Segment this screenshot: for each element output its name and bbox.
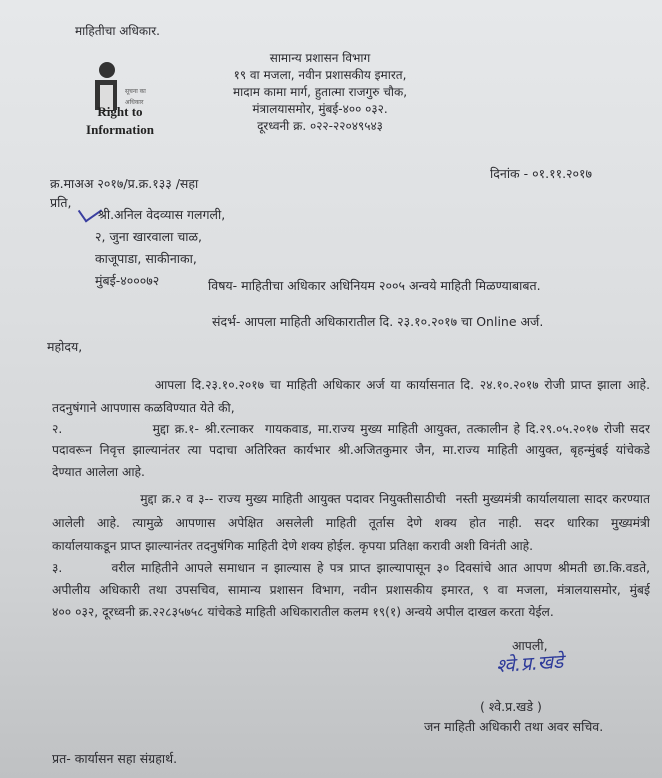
letter-date: दिनांक - ०१.११.२०१७ (490, 166, 593, 181)
body-line: ४०० ०३२, दूरध्वनी क्र.२२८३५७५८ यांचेकडे माहिती अधिकारातील कलम १९(१) अन्वये अपील दाखल करता येईल. (52, 605, 554, 619)
recipient-line: मुंबई-४०००७२ (95, 273, 160, 288)
reference-number: क्र.माअअ २०१७/प्र.क्र.१३३ /सहा (50, 176, 199, 191)
signatory-title: जन माहिती अधिकारी तथा अवर सचिव. (424, 719, 604, 734)
office-address (200, 50, 440, 135)
address-line: दूरध्वनी क्र. ०२२-२२०४९५४३ (257, 119, 383, 133)
body-line: २. मुद्दा क्र.१- श्री.रत्नाकर गायकवाड, मा.राज्य मुख्य माहिती आयुक्त, तत्कालीन हे दि.२९.०५.२०१७ रोजी सदर (52, 422, 650, 436)
recipient-line: श्री.अनिल वेदव्यास गलगली, (98, 207, 226, 222)
address-line: मादाम कामा मार्ग, हुतात्मा राजगुरु चौक, (232, 85, 408, 99)
logo-hindi-2: अधिकार (125, 99, 144, 106)
address-line: सामान्य प्रशासन विभाग (269, 51, 371, 65)
person-icon (99, 62, 115, 78)
copy-to: प्रत- कार्यासन सहा संग्रहार्थ. (52, 751, 178, 766)
body-line: कार्यालयाकडून प्राप्त झाल्यानंतर तदनुषंगिक माहिती देणे शक्य होईल. कृपया प्रतिक्षा करावी अशी विनंती आहे. (52, 539, 534, 553)
body-line: मुद्दा क्र.२ व ३-- राज्य मुख्य माहिती आयुक्त पदावर नियुक्तीसाठीची नस्ती मुख्यमंत्री कार्यालयाला सादर करण्यात (52, 492, 650, 506)
reference-line: संदर्भ- आपला माहिती अधिकारातील दि. २३.१०.२०१७ चा Online अर्ज. (212, 314, 544, 329)
body-line: आपला दि.२३.१०.२०१७ चा माहिती अधिकार अर्ज या कार्यासनात दि. २४.१०.२०१७ रोजी प्राप्त झाला आहे. (52, 378, 650, 392)
body-line: आलेली आहे. त्यामुळे आपणास अपेक्षित असलेली माहिती तूर्तास देणे शक्य होत नाही. सदर धारिका मुख्यमंत्री (52, 516, 650, 530)
rti-caption-1: Right to (97, 104, 143, 119)
letterhead-title: माहितीचा अधिकार. (75, 24, 160, 38)
recipient-line: २, जुना खारवाला चाळ, (95, 229, 202, 244)
body-line: तदनुषंगाने आपणास कळविण्यात येते की, (52, 401, 235, 415)
recipient-line: काजूपाडा, साकीनाका, (95, 251, 197, 266)
body-line: देण्यात आलेला आहे. (52, 465, 145, 479)
signatory-name: ( श्वे.प्र.खडे ) (480, 699, 542, 714)
body-line: पदावरून निवृत्त झाल्यानंतर त्या पदाचा अतिरिक्त कार्यभार श्री.अजितकुमार जैन, मा.राज्य माहिती आयुक्त, बृहन्मुंबई यांचेकडे (52, 443, 650, 457)
rti-caption-2: Information (86, 122, 154, 137)
rti-caption (75, 103, 165, 139)
address-line: मंत्रालयासमोर, मुंबई-४०० ०३२. (252, 102, 388, 116)
body-line: ३. वरील माहितीने आपले समाधान न झाल्यास हे पत्र प्राप्त झाल्यापासून ३० दिवसांचे आत आपण श्रीमती छा.कि.वडते, (52, 561, 650, 575)
body-line: अपीलीय अधिकारी तथा उपसचिव, सामान्य प्रशासन विभाग, नवीन प्रशासकीय इमारत, ९ वा मजला, मंत्रालयासमोर, मुंबई (52, 583, 650, 597)
signature: श्वे.प्र.खडे (495, 650, 565, 678)
address-line: १९ वा मजला, नवीन प्रशासकीय इमारत, (233, 68, 407, 82)
to-label: प्रति, (50, 195, 72, 210)
logo-hindi-1: सूचना का (125, 88, 146, 95)
salutation: महोदय, (47, 339, 83, 354)
closing: आपली, (512, 638, 548, 653)
subject-line: विषय- माहितीचा अधिकार अधिनियम २००५ अन्वये माहिती मिळण्याबाबत. (208, 278, 541, 293)
